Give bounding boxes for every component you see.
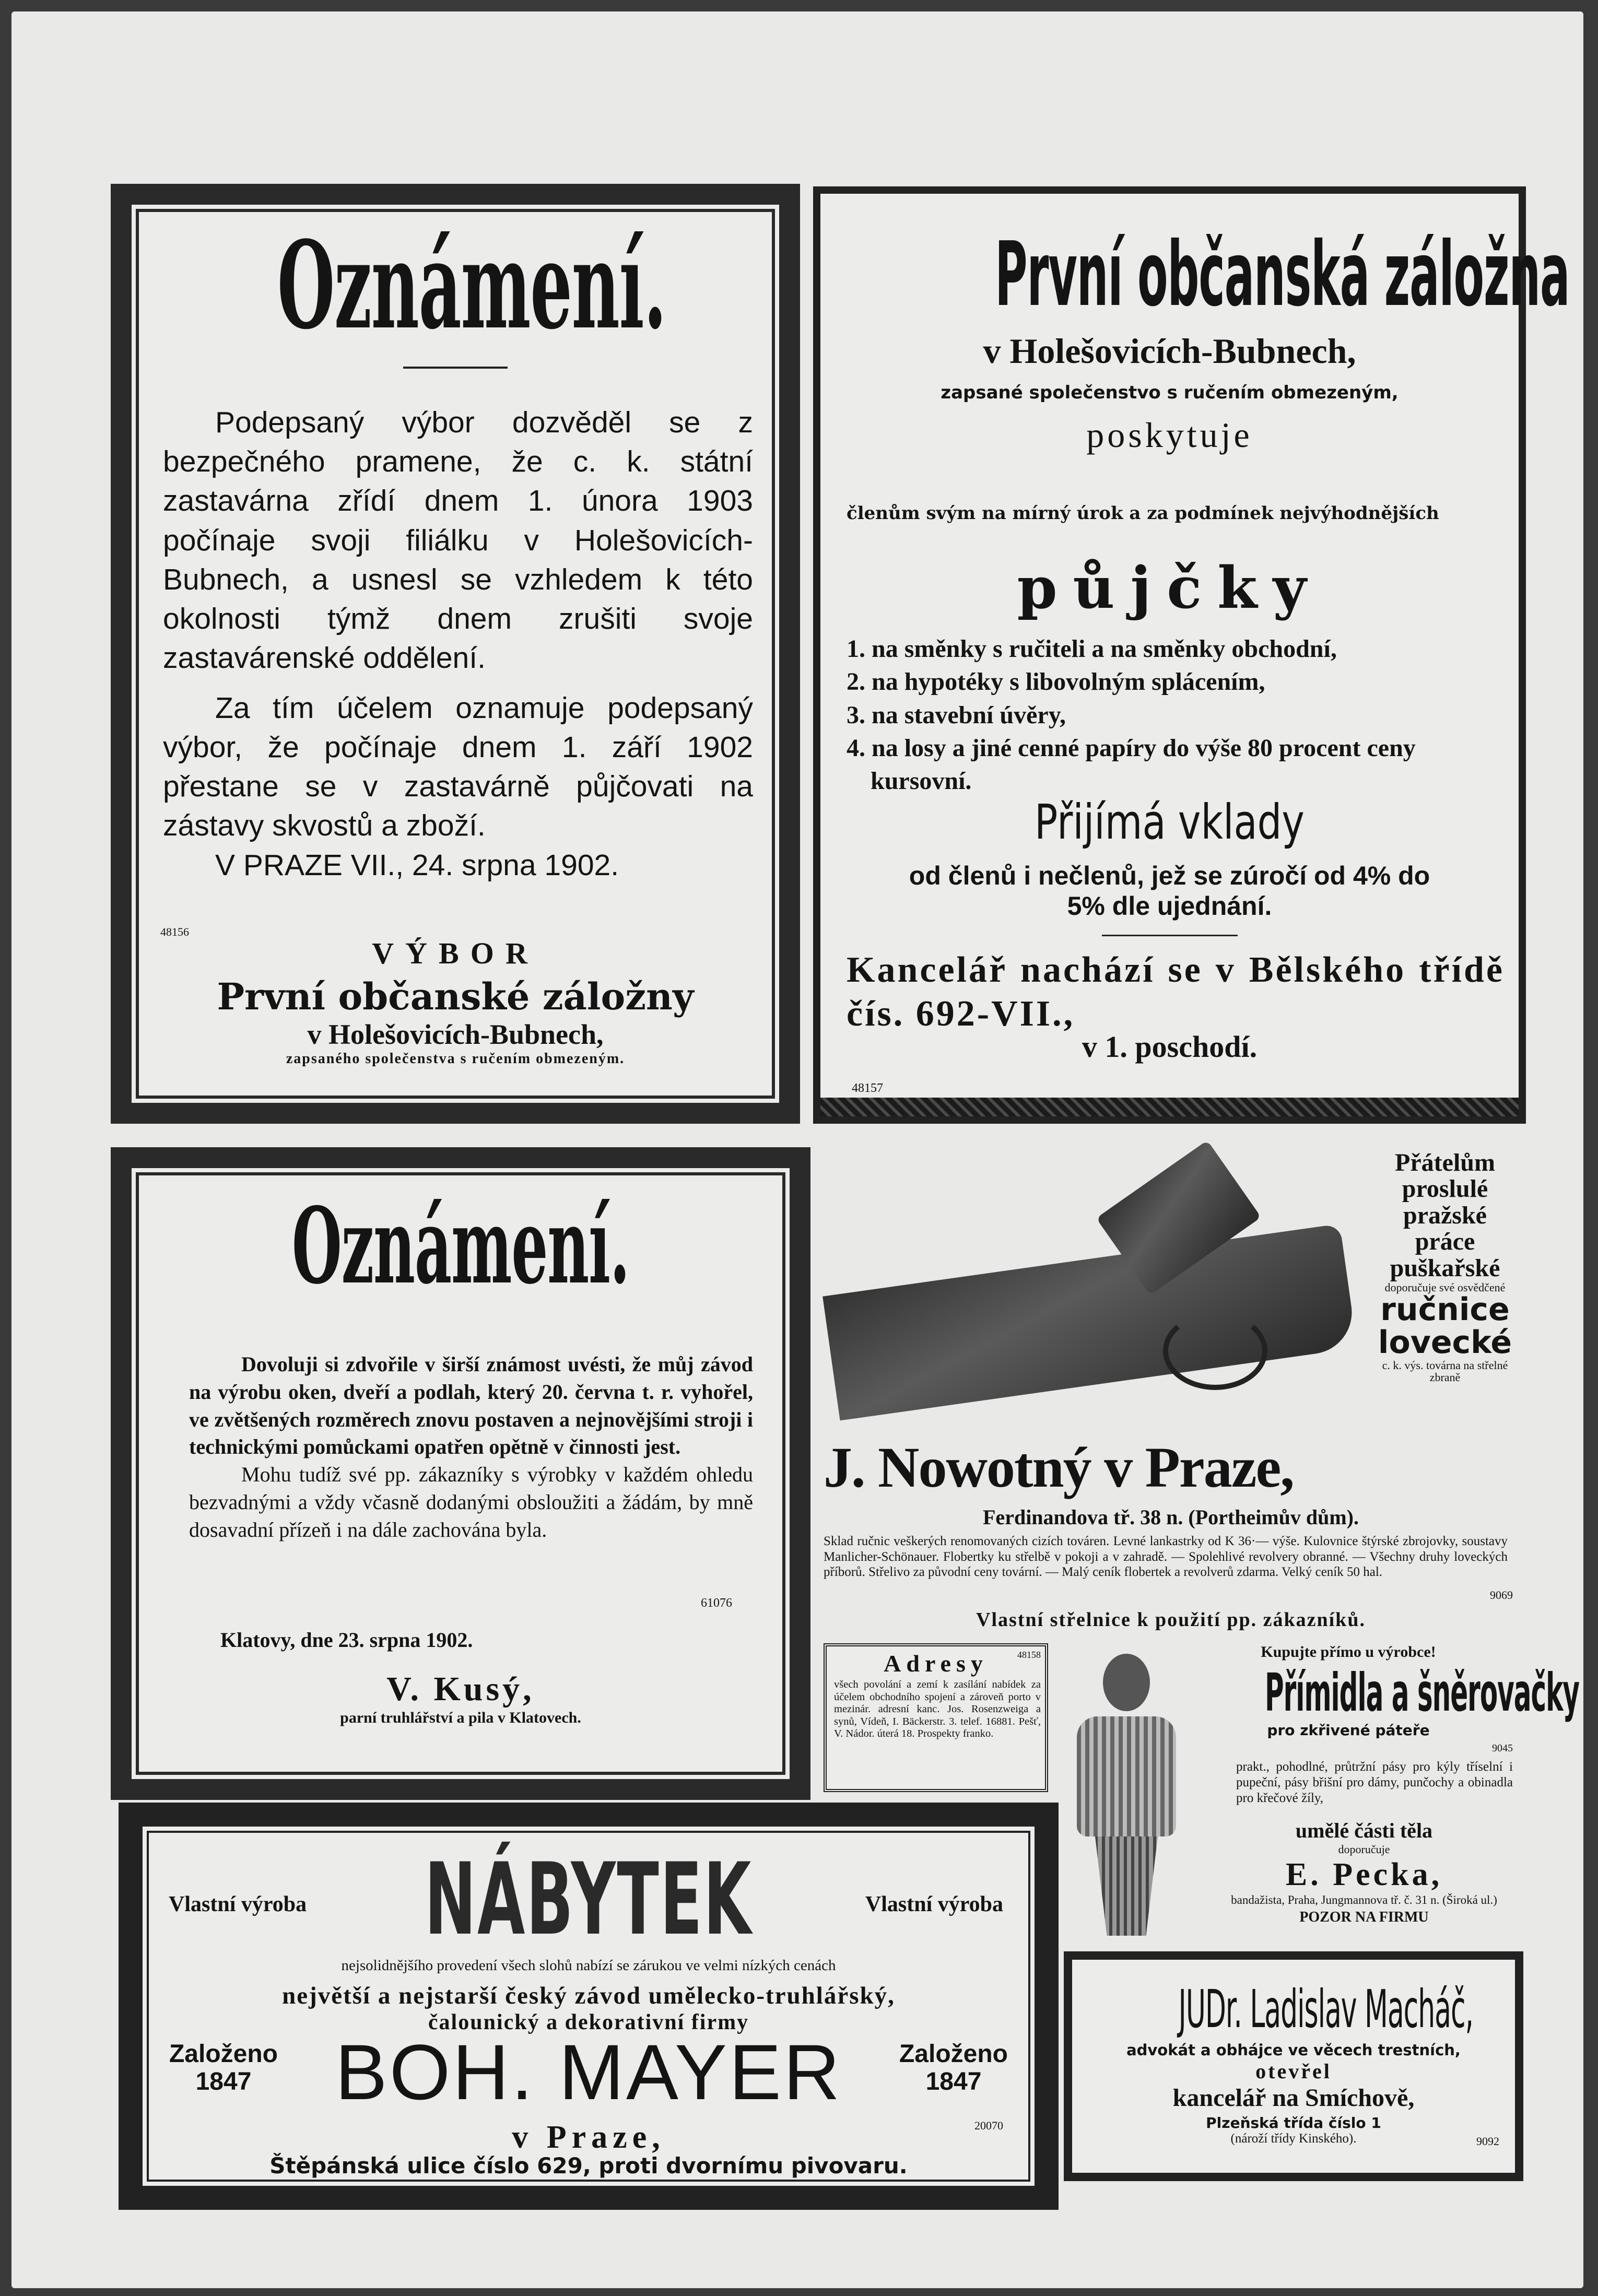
ad-mayer-furniture [119, 1803, 1059, 2210]
ad4-side-1: Přátelům [1395, 1149, 1495, 1176]
ad3-title: Oznámení. [291, 1185, 630, 1308]
trigger-guard-illustration [1163, 1312, 1267, 1390]
ad-machac-lawyer [1064, 1951, 1523, 2181]
ad7-founded-left-year: 1847 [195, 2067, 252, 2095]
ad3-place-date: Klatovy, dne 23. srpna 1902. [220, 1628, 473, 1652]
ad6-footer: POZOR NA FIRMU [1299, 1909, 1429, 1925]
ad8-line5: (nároží třídy Kinského). [1230, 2132, 1357, 2146]
ad7-title: NÁBYTEK [425, 1842, 753, 1957]
ad-kusy-notice [111, 1147, 810, 1800]
ad2-members-text: členům svým na mírný úrok a za podmínek nejvýhodnějších [847, 503, 1439, 524]
ad1-paragraph-2: Za tím účelem oznamuje podepsaný výbor, že počínaje dnem 1. září 1902 přestane se v zastavárně půjčovati na zástavy skvostů a zboží. [163, 691, 753, 843]
ad2-divider [1102, 935, 1238, 936]
ad8-title: JUDr. Ladislav Macháč, [1178, 1979, 1474, 2040]
ad2-legal: zapsané společenstvo s ručením obmezeným, [941, 382, 1399, 403]
ad3-sign: V. Kusý, [386, 1670, 535, 1708]
ad2-loans: půjčky [1017, 554, 1322, 621]
ad3-number: 61076 [701, 1596, 732, 1610]
ad-zalozna-notice [111, 184, 800, 1124]
ad7-founded-right-year: 1847 [925, 2067, 982, 2095]
ad7-right: Vlastní výroba [865, 1892, 1003, 1916]
corset-figure-illustration [1066, 1654, 1186, 1936]
ad2-floor: v 1. poschodí. [1082, 1030, 1258, 1064]
ad7-name: BOH. MAYER [335, 2028, 842, 2116]
ad1-place-date: V PRAZE VII., 24. srpna 1902. [215, 848, 619, 882]
ad7-line2: největší a nejstarší český závod umělecko-truhlářský, [282, 1982, 895, 2009]
ad2-deposit-rate-2: 5% dle ujednání. [1067, 891, 1272, 921]
ad6-line2: umělé části těla [1295, 1819, 1433, 1842]
ad2-deposits: Přijímá vklady [1035, 794, 1305, 850]
ad8-line4: Plzeňská třída číslo 1 [1206, 2114, 1381, 2132]
ad4-number: 9069 [1490, 1588, 1513, 1602]
ad2-title: První občanská záložna [995, 223, 1570, 326]
ad2-deposit-rate-1: od členů i nečlenů, jež se zúročí od 4% do [909, 861, 1430, 890]
ad6-number: 9045 [1492, 1742, 1513, 1754]
ad4-body: Sklad ručnic veškerých renomovaných cizích továren. Levné lankastrky od K 36·— výše. Kulovnice štýrské zbrojovky, soustavy Manlicher-Schönauer. Flobertky ku střelbě v pokoji a v zahradě. — Spolehlivé revolvery obranné. — Všechny druhy loveckých příborů. Střelivo za původní ceny tovární. — Malý ceník flobertek a revolverů zdarma. Velký ceník 50 hal. [824, 1534, 1508, 1579]
ad7-line3: čalounický a dekorativní firmy [428, 2010, 749, 2034]
ad6-line3: doporučuje [1338, 1843, 1390, 1856]
ad1-sign-legal: zapsaného společenstva s ručením obmezeným. [286, 1051, 625, 1067]
ad2-number: 48157 [852, 1081, 883, 1095]
ad2-item-4: 4. na losy a jiné cenné papíry do výše 80 procent ceny kursovní. [847, 734, 1416, 795]
ad-zalozna-loans [813, 186, 1570, 1124]
ad1-sign-vybor: VÝBOR [372, 936, 539, 970]
ad1-paragraph-1: Podepsaný výbor dozvěděl se z bezpečného pramene, že c. k. státní zastavárna zřídí dnem 1. února 1903 počínaje svoji filiálku v Holešovicích-Bubnech, a usnesl se vzhledem k této okolnosti týmž dnem zrušiti svoje zastavárenské oddělení. [163, 406, 753, 675]
ad4-side-2: proslulé [1402, 1175, 1488, 1203]
ad3-paragraph-2: Mohu tudíž své pp. zákazníky s výrobky v každém ohledu bezvadnými a vždy včasně dodanými obsloužiti a žádám, by mně dosavadní přízeň i na dále zachována byla. [189, 1463, 753, 1541]
ad7-number: 20070 [974, 2119, 1003, 2132]
ad1-divider [403, 367, 508, 369]
ad3-paragraph-1: Dovoluji si zdvořile v širší známost uvésti, že můj závod na výrobu oken, dveří a podlah, který 20. června t. r. vyhořel, ve zvětšených rozměrech znovu postaven a nejnovějšími stroji i technickými pomůckami opatřen opětně v činnosti jest. [189, 1352, 753, 1459]
ad6-address: bandažista, Praha, Jungmannova tř. č. 31 n. (Široká ul.) [1231, 1893, 1497, 1906]
ad6-top: Kupujte přímo u výrobce! [1261, 1643, 1436, 1661]
ad8-number: 9092 [1476, 2135, 1499, 2148]
ad1-number: 48156 [160, 925, 189, 938]
ad2-office: Kancelář nachází se v Bělského třídě čís. 692-VII., [847, 950, 1505, 1034]
ad1-sign-zalozna: První občanské záložny [217, 975, 694, 1018]
ad2-bottom-ornament [820, 1098, 1519, 1116]
ad5-title: Adresy [884, 1650, 988, 1677]
ad2-item-3: 3. na stavební úvěry, [847, 701, 1066, 729]
ad7-founded-left-label: Založeno [169, 2040, 278, 2068]
ad6-line1: pro zkřivené páteře [1267, 1722, 1430, 1739]
ad4-side-9: c. k. výs. továrna na střelné zbraně [1382, 1359, 1508, 1384]
ad4-side-6: doporučuje své osvědčené [1384, 1280, 1506, 1294]
ad4-side-3: pražské [1403, 1201, 1487, 1229]
ad-nowotny-guns [818, 1150, 1523, 1641]
ad6-body: prakt., pohodlné, průtržní pásy pro kýly tříselní i pupeční, pásy břišní pro dámy, punčochy a obinadla pro křečové žíly, [1236, 1760, 1513, 1805]
ad4-name: J. Nowotný v Praze, [824, 1435, 1294, 1499]
ad2-item-2: 2. na hypotéky s libovolným splácením, [847, 668, 1265, 696]
ad-pecka-corsets [1056, 1643, 1579, 1941]
ad2-provides: poskytuje [1086, 415, 1253, 455]
ad1-title: Oznámení. [277, 215, 666, 356]
ad4-side-7: ručnice [1380, 1291, 1510, 1328]
ad4-address: Ferdinandova tř. 38 n. (Portheimův dům). [983, 1505, 1359, 1529]
ad7-city: v Praze, [512, 2120, 665, 2155]
ad7-address: Štěpánská ulice číslo 629, proti dvornímu pivovaru. [269, 2153, 908, 2179]
ad7-left: Vlastní výroba [169, 1892, 307, 1916]
shotgun-illustration [822, 1224, 1357, 1421]
ad6-title: Přímidla a šněrovačky [1265, 1662, 1579, 1723]
newspaper-page [11, 11, 1583, 2288]
ad8-line3: kancelář na Smíchově, [1172, 2084, 1415, 2112]
ad7-founded-right-label: Založeno [899, 2040, 1008, 2068]
ad7-line1: nejsolidnějšího provedení všech slohů nabízí se zárukou ve velmi nízkých cenách [341, 1957, 836, 1974]
ad6-name: E. Pecka, [1285, 1857, 1443, 1892]
ad8-line1: advokát a obhájce ve věcech trestních, [1126, 2041, 1461, 2059]
ad2-subtitle: v Holešovicích-Bubnech, [983, 331, 1356, 371]
ad4-side-4: práce [1415, 1228, 1475, 1256]
ad1-sign-place: v Holešovicích-Bubnech, [307, 1019, 604, 1050]
ad3-sign-sub: parní truhlářství a pila v Klatovech. [340, 1709, 581, 1726]
ad-adresy [824, 1643, 1048, 1792]
ad5-body: všech povolání a zemí k zasílání nabídek za účelem obchodního spojení a zároveň porto v mezinár. adresní kanc. Jos. Rosenzweiga a synů, Vídeň, I. Bäckerstr. 3. telef. 16881. Pešť, V. Nádor. úterá 18. Prospekty franko. [834, 1679, 1041, 1740]
ad2-item-1: 1. na směnky s ručiteli a na směnky obchodní, [847, 635, 1337, 663]
ad4-side-8: lovecké [1378, 1324, 1512, 1361]
ad4-footer: Vlastní střelnice k použití pp. zákazníků. [976, 1609, 1366, 1631]
ad4-side-5: puškařské [1390, 1254, 1500, 1282]
ad8-line2: otevřel [1255, 2059, 1332, 2083]
ad5-number: 48158 [1017, 1650, 1041, 1660]
